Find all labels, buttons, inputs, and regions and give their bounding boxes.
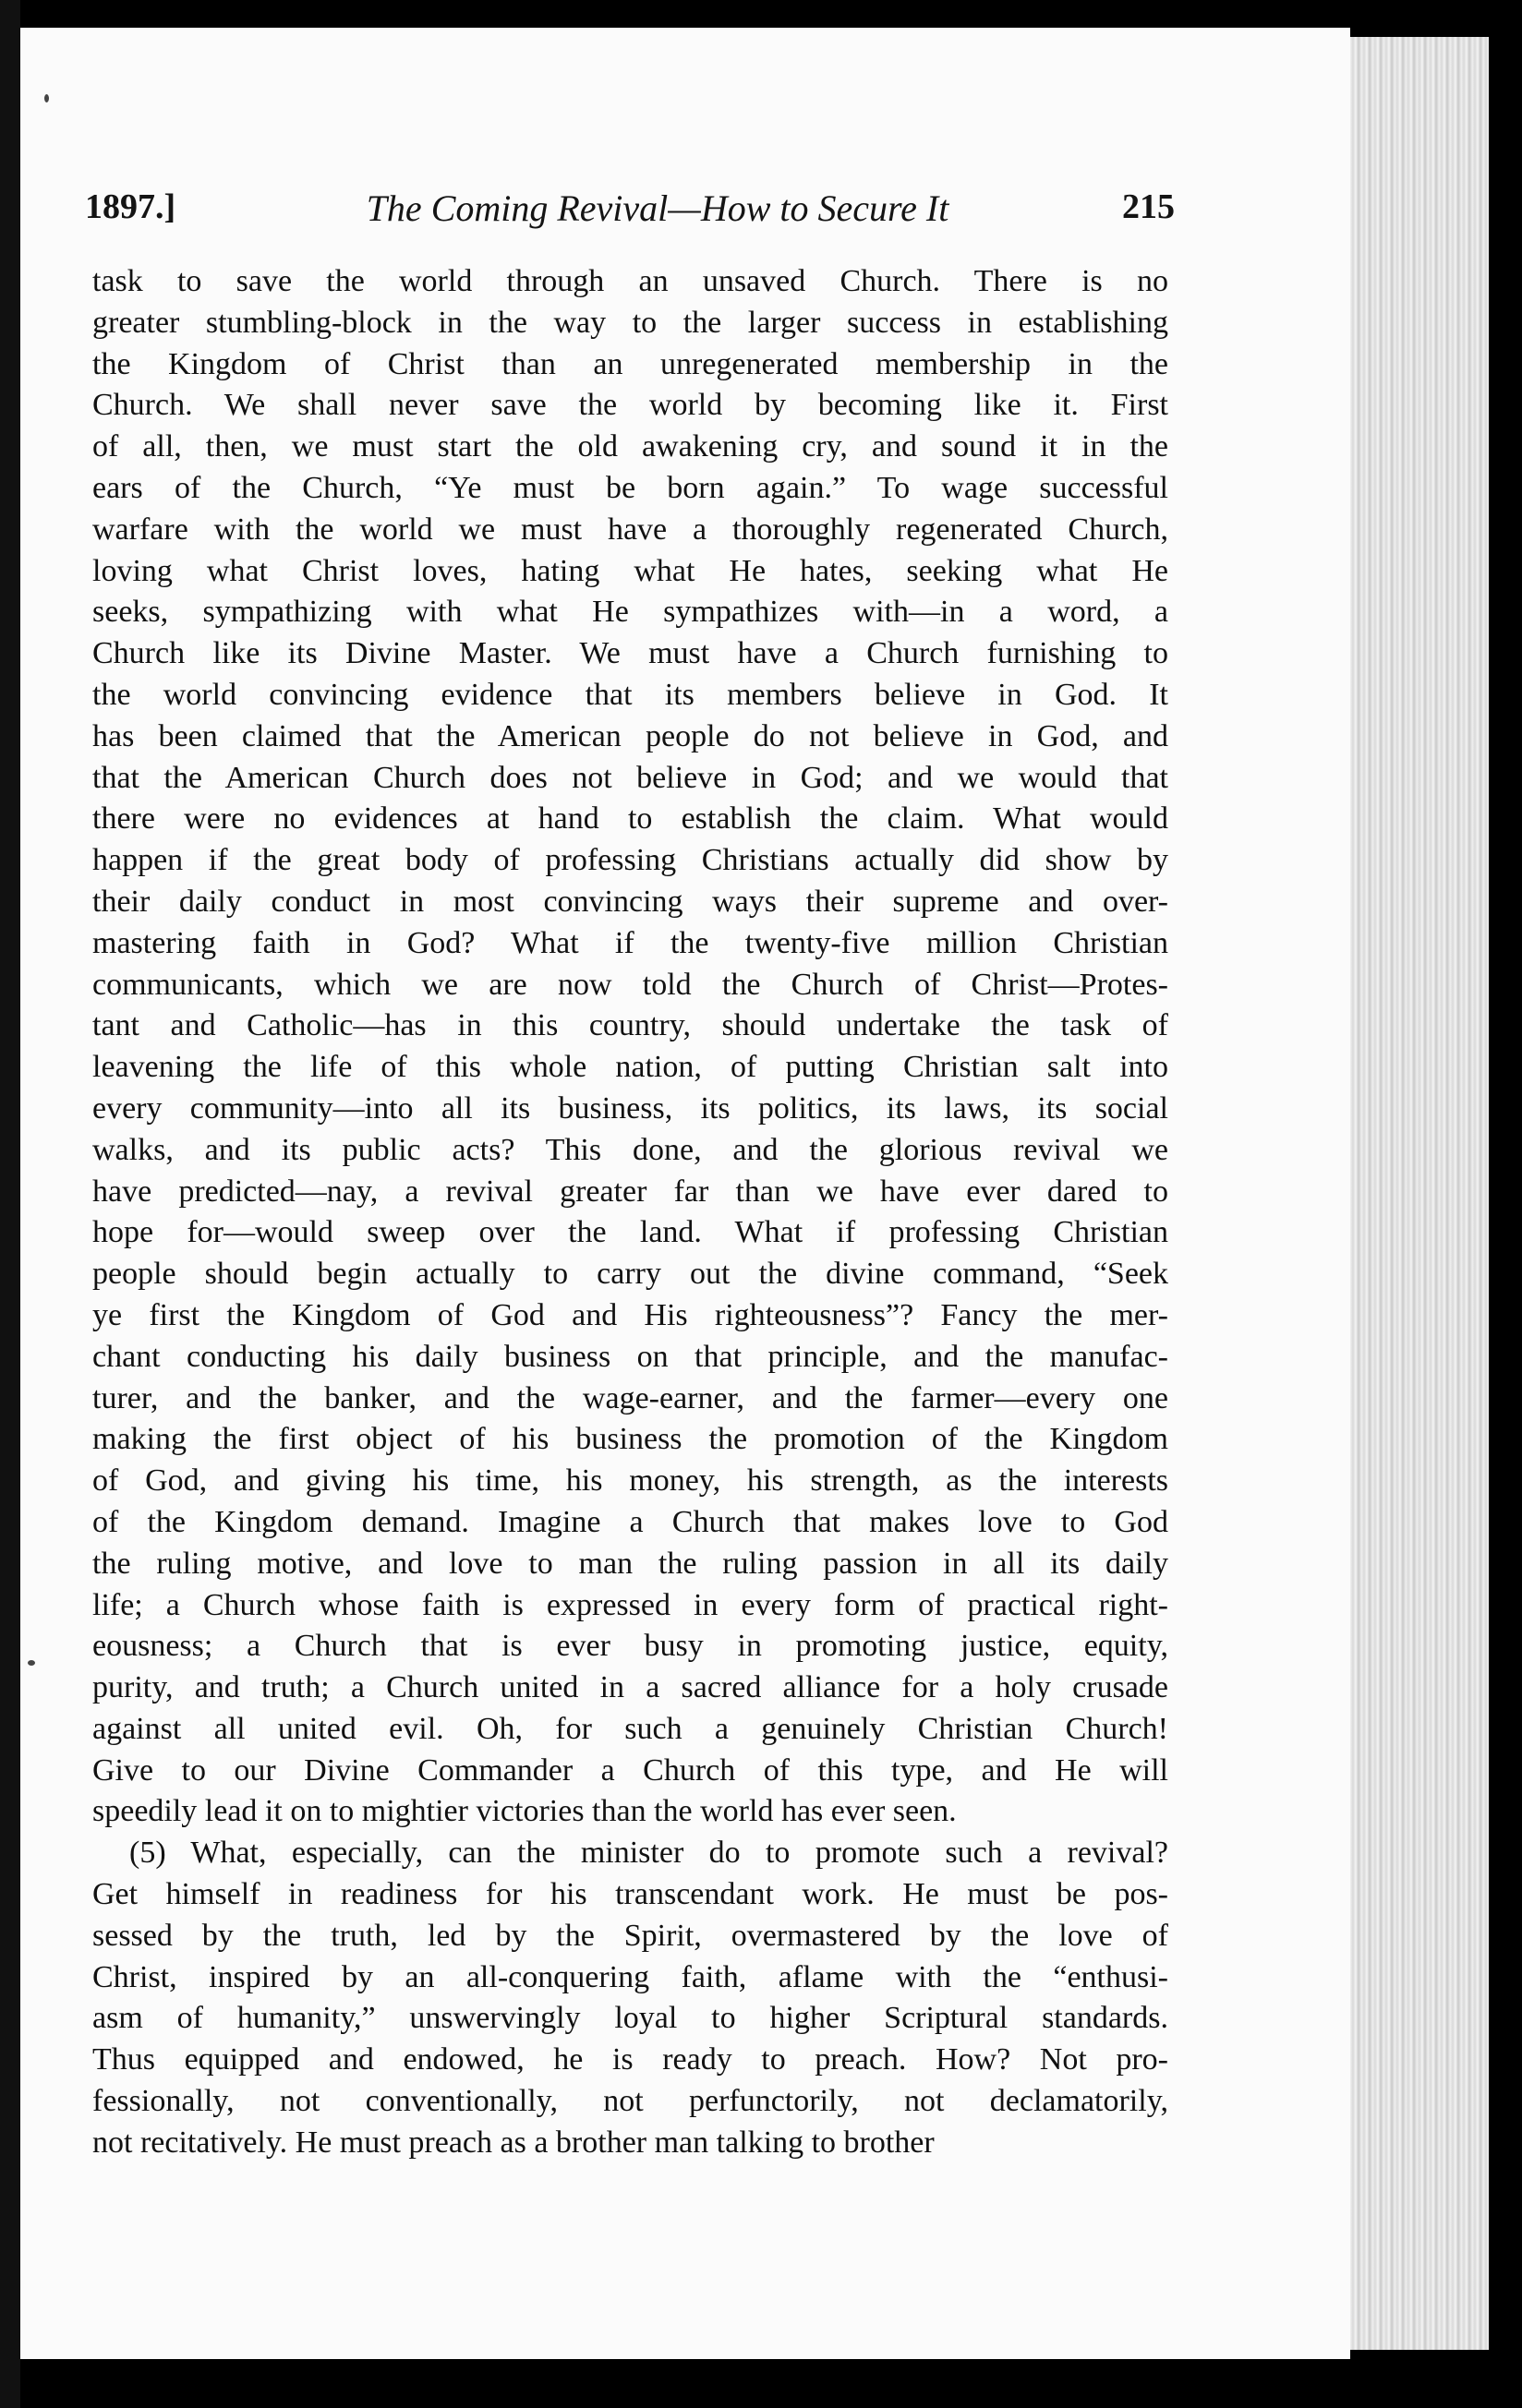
text-line: speedily lead it on to mightier victories than the world has ever seen. [92,1794,957,1829]
text-line: that the American Church does not believe in God; and we would that [92,760,1168,795]
text-line: Christ, inspired by an all-conquering faith, aflame with the “enthusi- [92,1959,1168,1994]
text-line: turer, and the banker, and the wage-earner, and the farmer—every one [92,1380,1168,1415]
text-line: not recitatively. He must preach as a brother man talking to brother [92,2125,935,2160]
text-line: Give to our Divine Commander a Church of this type, and He will [92,1752,1168,1788]
text-line: Thus equipped and endowed, he is ready to preach. How? Not pro- [92,2042,1168,2077]
text-line: greater stumbling-block in the way to the larger success in establishing [92,305,1168,340]
running-title: The Coming Revival—How to Secure It [366,187,949,229]
text-line: fessionally, not conventionally, not perfunctorily, not declamatorily, [92,2084,1168,2119]
header-year: 1897.] [85,187,176,226]
text-line: chant conducting his daily business on that principle, and the manufac- [92,1339,1168,1374]
text-line: mastering faith in God? What if the twenty-five million Christian [92,925,1168,960]
text-line: there were no evidences at hand to establish the claim. What would [92,801,1168,837]
text-line: seeks, sympathizing with what He sympathizes with—in a word, a [92,595,1168,630]
text-line: the ruling motive, and love to man the ruling passion in all its daily [92,1546,1168,1581]
paper-speck [44,94,49,102]
text-line: leavening the life of this whole nation, of putting Christian salt into [92,1050,1168,1085]
text-line: ye first the Kingdom of God and His righteousness”? Fancy the mer- [92,1297,1168,1332]
body-text [92,261,1168,2164]
text-line: (5) What, especially, can the minister do to promote such a revival? [129,1836,1168,1871]
text-line: communicants, which we are now told the Church of Christ—Protes- [92,967,1168,1002]
text-line: of God, and giving his time, his money, his strength, as the interests [92,1463,1168,1499]
text-line: have predicted—nay, a revival greater far than we have ever dared to [92,1174,1168,1209]
running-header [85,187,1175,242]
text-line: life; a Church whose faith is expressed in every form of practical right- [92,1587,1168,1622]
text-line: against all united evil. Oh, for such a genuinely Christian Church! [92,1711,1168,1746]
text-line: tant and Catholic—has in this country, should undertake the task of [92,1008,1168,1043]
page-number: 215 [1122,187,1175,226]
text-line: the world convincing evidence that its members believe in God. It [92,677,1168,712]
text-line: eousness; a Church that is ever busy in promoting justice, equity, [92,1629,1168,1664]
text-line: of all, then, we must start the old awakening cry, and sound it in the [92,429,1168,464]
text-line: hope for—would sweep over the land. What if professing Christian [92,1215,1168,1250]
text-line: people should begin actually to carry out the divine command, “Seek [92,1257,1168,1292]
text-line: walks, and its public acts? This done, and the glorious revival we [92,1132,1168,1167]
text-line: of the Kingdom demand. Imagine a Church that makes love to God [92,1504,1168,1539]
text-line: purity, and truth; a Church united in a sacred alliance for a holy crusade [92,1670,1168,1705]
text-line: their daily conduct in most convincing ways their supreme and over- [92,884,1168,919]
text-line: warfare with the world we must have a thoroughly regenerated Church, [92,512,1168,547]
text-line: happen if the great body of professing Christians actually did show by [92,843,1168,878]
text-line: Get himself in readiness for his transcendant work. He must be pos- [92,1877,1168,1912]
left-binding-shadow [0,0,20,2408]
stacked-page-edges [1350,37,1489,2350]
text-line: sessed by the truth, led by the Spirit, overmastered by the love of [92,1918,1168,1953]
text-line: every community—into all its business, its politics, its laws, its social [92,1090,1168,1126]
text-line: asm of humanity,” unswervingly loyal to higher Scriptural standards. [92,2001,1168,2036]
text-line: task to save the world through an unsaved Church. There is no [92,264,1168,298]
text-line: has been claimed that the American people do not believe in God, and [92,718,1168,753]
text-line: Church like its Divine Master. We must have a Church furnishing to [92,636,1168,671]
text-line: Church. We shall never save the world by becoming like it. First [92,388,1168,423]
text-line: the Kingdom of Christ than an unregenerated membership in the [92,346,1168,381]
paper-speck [28,1660,35,1666]
text-line: making the first object of his business the promotion of the Kingdom [92,1422,1168,1457]
text-line: loving what Christ loves, hating what He hates, seeking what He [92,553,1168,588]
text-line: ears of the Church, “Ye must be born again.” To wage successful [92,470,1168,505]
